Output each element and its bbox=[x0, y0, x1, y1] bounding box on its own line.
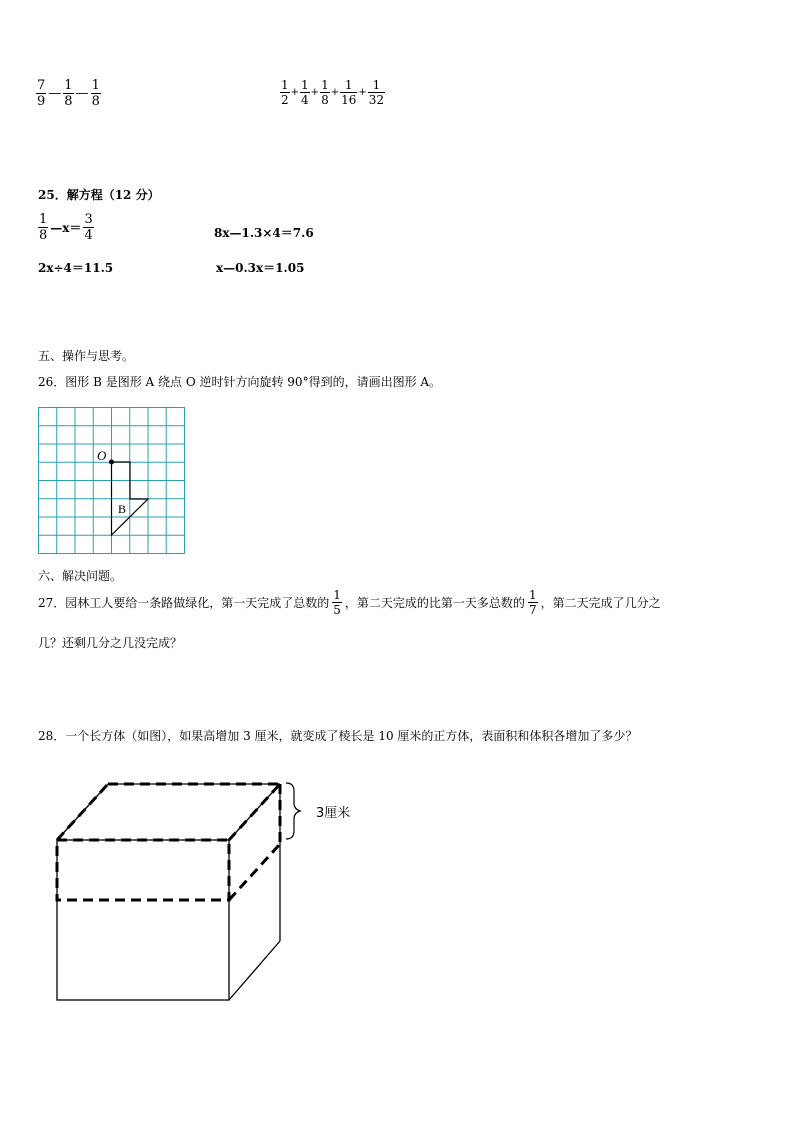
grid-figure bbox=[38, 407, 185, 554]
cuboid-solid bbox=[57, 784, 280, 1000]
shape-b-label: B bbox=[118, 502, 127, 516]
fraction: $\frac{1}{4}$ bbox=[301, 78, 309, 107]
fraction: $\frac{1}{8}$ bbox=[321, 78, 329, 107]
plus-sign: + bbox=[330, 87, 340, 98]
point-o-label: O bbox=[97, 448, 107, 463]
expression-2 bbox=[280, 78, 385, 107]
question-27-part-2: ，第二天完成的比第一天多总数的 bbox=[344, 595, 525, 610]
plus-sign: + bbox=[358, 87, 367, 98]
fraction: $\frac{1}{7}$ bbox=[528, 588, 537, 617]
question-27-line-1 bbox=[38, 588, 661, 617]
question-26-text: 26．图形 B 是图形 A 绕点 O 逆时针方向旋转 90°得到的，请画出图形 A。 bbox=[38, 375, 442, 389]
section-5-title: 五、操作与思考。 bbox=[38, 349, 135, 363]
section-6-title: 六、解决问题。 bbox=[38, 569, 123, 583]
fraction: $\frac{1}{8}$ bbox=[39, 212, 48, 243]
minus-sign: — bbox=[75, 86, 89, 101]
equation-4: x—0.3x＝1.05 bbox=[216, 261, 305, 275]
fraction: $\frac{3}{4}$ bbox=[84, 212, 93, 243]
brace bbox=[286, 783, 300, 839]
plus-sign: + bbox=[310, 87, 320, 98]
brace-label: 3厘米 bbox=[316, 806, 351, 821]
fraction: $\frac{1}{16}$ bbox=[341, 78, 357, 107]
plus-sign: + bbox=[290, 87, 300, 98]
question-25-title: 25．解方程（12 分） bbox=[38, 188, 160, 202]
fraction: $\frac{1}{8}$ bbox=[64, 78, 73, 109]
question-27-part-1: 27．园林工人要给一条路做绿化，第一天完成了总数的 bbox=[38, 595, 330, 610]
fraction: $\frac{1}{2}$ bbox=[281, 78, 289, 107]
minus-sign: — bbox=[48, 86, 62, 101]
equation-2: 8x—1.3×4＝7.6 bbox=[214, 226, 314, 240]
equation-1-middle: —x＝ bbox=[50, 221, 82, 235]
fraction: $\frac{1}{32}$ bbox=[368, 78, 385, 107]
fraction: $\frac{1}{5}$ bbox=[333, 588, 341, 617]
fraction: $\frac{1}{8}$ bbox=[91, 78, 100, 109]
equation-3: 2x÷4＝11.5 bbox=[38, 261, 114, 275]
question-28-text: 28．一个长方体（如图），如果高增加 3 厘米，就变成了棱长是 10 厘米的正方体，表面积和体积各增加了多少？ bbox=[38, 729, 638, 743]
expression-1 bbox=[36, 78, 101, 109]
cuboid-figure bbox=[50, 775, 370, 1010]
question-27-line-2: 几？还剩几分之几没完成？ bbox=[38, 636, 183, 650]
question-27-part-3: ，第二天完成了几分之 bbox=[540, 595, 661, 610]
cuboid-dashed-outline bbox=[57, 784, 280, 900]
equation-1 bbox=[38, 212, 94, 243]
fraction: $\frac{7}{9}$ bbox=[37, 78, 46, 109]
point-o bbox=[109, 460, 114, 465]
